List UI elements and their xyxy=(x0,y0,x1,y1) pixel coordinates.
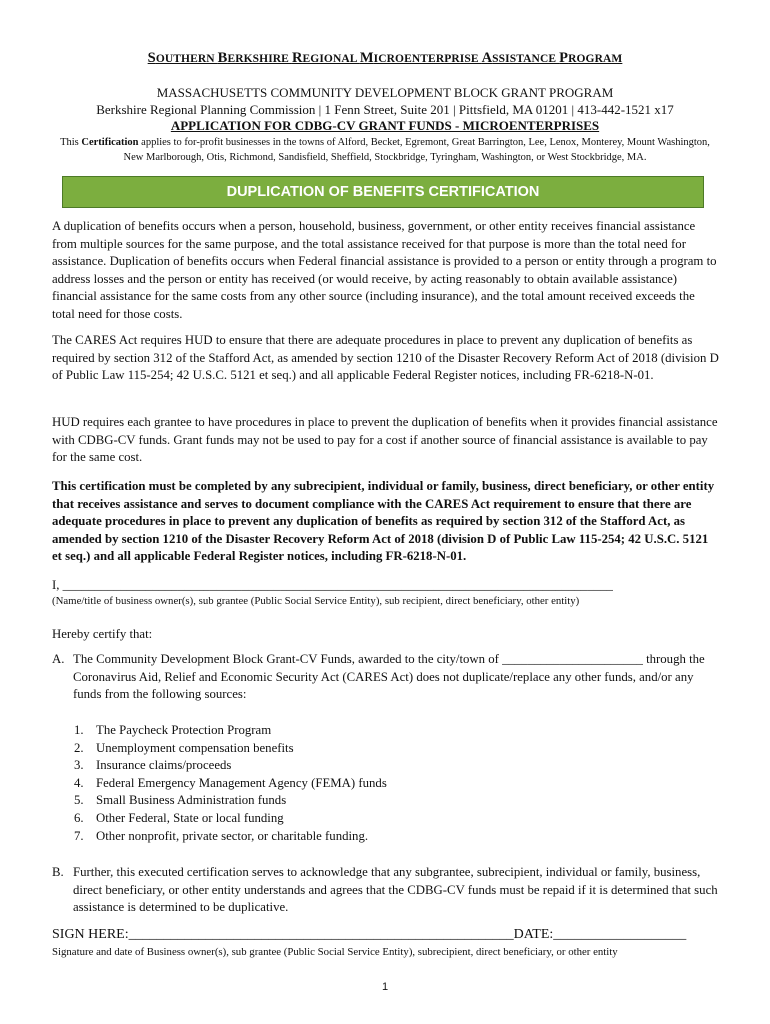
list-item: 5. Small Business Administration funds xyxy=(74,793,287,808)
program-line: MASSACHUSETTS COMMUNITY DEVELOPMENT BLOCK GRANT PROGRAM xyxy=(156,85,614,100)
item-marker: A. xyxy=(52,652,65,666)
title-word: SOUTHERN xyxy=(147,50,218,66)
contact-line: Berkshire Regional Planning Commission | 1 Fenn Street, Suite 201 | Pittsfield, MA 01201 | 413-442-1521 x17 xyxy=(96,102,674,117)
item-marker: B. xyxy=(52,865,64,879)
paragraph-completion-requirement: This certification must be completed by any subrecipient, individual or family, business, direct beneficiary, or other entity that receives assistance and serves to document compliance with the CARES Act requirement to ensure that there are adequate procedures in place to prevent any duplication of benefits as required by section 312 of the Stafford Act, as amended by section 1210 of the Disaster Recovery Reform Act of 2018 (division D of Public Law 115-254; 42 U.S.C. 5121 et seq.) and all applicable Federal Register notices, including FR-6218-N-01. xyxy=(52,479,715,564)
title-word: BERKSHIRE xyxy=(217,50,292,66)
list-item: 7. Other nonprofit, private sector, or charitable funding. xyxy=(74,828,369,843)
program-title xyxy=(0,50,770,67)
list-item: 3. Insurance claims/proceeds xyxy=(74,758,232,773)
signature-date-field[interactable]: SIGN HERE:_______________________________________________________DATE:___________________ xyxy=(52,927,687,942)
hereby-certify: Hereby certify that: xyxy=(52,627,153,641)
page-number: 1 xyxy=(381,981,389,993)
paragraph-cares-act: The CARES Act requires HUD to ensure that there are adequate procedures in place to prevent any duplication of benefits as required by section 312 of the Stafford Act, as amended by section 1210 of the Disaster Recovery Reform Act of 2018 (division D of Public Law 115-254; 42 U.S.C. 5121 et seq.) and all applicable Federal Register notices, including FR-6218-N-01. xyxy=(52,333,719,383)
name-field-caption: (Name/title of business owner(s), sub grantee (Public Social Service Entity), sub recipient, direct beneficiary, other entity) xyxy=(52,595,580,607)
title-word: PROGRAM xyxy=(559,50,623,66)
funding-sources-list xyxy=(74,722,387,845)
paragraph-definition: A duplication of benefits occurs when a person, household, business, government, or other entity receives financial assistance from multiple sources for the same purpose, and the total assistance received for that purpose is more than the total need for assistance. Duplication of benefits occurs when Federal financial assistance is provided to a person or entity through a program to address losses and the person or entity has received (or would receive, by acting reasonably to obtain available assistance) financial assistance for the same costs from any other source (including insurance), and the total amount received exceeds the total need for those costs. xyxy=(52,219,717,321)
certification-intro: This Certification applies to for-profit businesses in the towns of Alford, Becket, Egremont, Great Barrington, Lee, Lenox, Monterey, Mount Washington, New Marlborough, Otis, Richmond, Sandisfield, Sheffield, Stockbridge, Tyringham, Washington, or West Stockbridge, MA. xyxy=(60,137,710,163)
item-text: Further, this executed certification serves to acknowledge that any subgrantee, subrecipient, individual or family, business, direct beneficiary, or other entity understands and agrees that the CDBG-CV funds must be repaid if it is determined that such assistance is determined to be duplicative. xyxy=(73,865,718,915)
title-word: ASSISTANCE xyxy=(481,50,560,66)
name-field[interactable]: I, ______________________________________________________________________________________ xyxy=(52,578,613,592)
banner-title: DUPLICATION OF BENEFITS CERTIFICATION xyxy=(226,184,540,200)
title-word: MICROENTERPRISE xyxy=(359,50,482,66)
paragraph-hud-requirements: HUD requires each grantee to have procedures in place to prevent the duplication of benefits when it provides financial assistance with CDBG-CV funds. Grant funds may not be used to pay for a cost if another source of financial assistance is available to pay for the same cost. xyxy=(52,415,718,465)
certify-item-a xyxy=(52,651,722,704)
title-word: REGIONAL xyxy=(291,50,360,66)
signature-caption: Signature and date of Business owner(s), sub grantee (Public Social Service Entity), subrecipient, direct beneficiary, or other entity xyxy=(52,946,618,958)
list-item: 2. Unemployment compensation benefits xyxy=(74,740,294,755)
list-item: 6. Other Federal, State or local funding xyxy=(74,810,284,825)
application-line: APPLICATION FOR CDBG-CV GRANT FUNDS - MICROENTERPRISES xyxy=(170,118,600,133)
section-banner xyxy=(62,176,704,208)
list-item: 4. Federal Emergency Management Agency (FEMA) funds xyxy=(74,775,387,790)
certify-item-b xyxy=(52,864,722,917)
item-text: The Community Development Block Grant-CV Funds, awarded to the city/town of ______________________ through the Coronavirus Aid, Relief and Economic Security Act (CARES Act) does not duplicate/replace any other funds, and/or any funds from the following sources: xyxy=(73,652,705,702)
list-item: 1. The Paycheck Protection Program xyxy=(74,723,272,737)
